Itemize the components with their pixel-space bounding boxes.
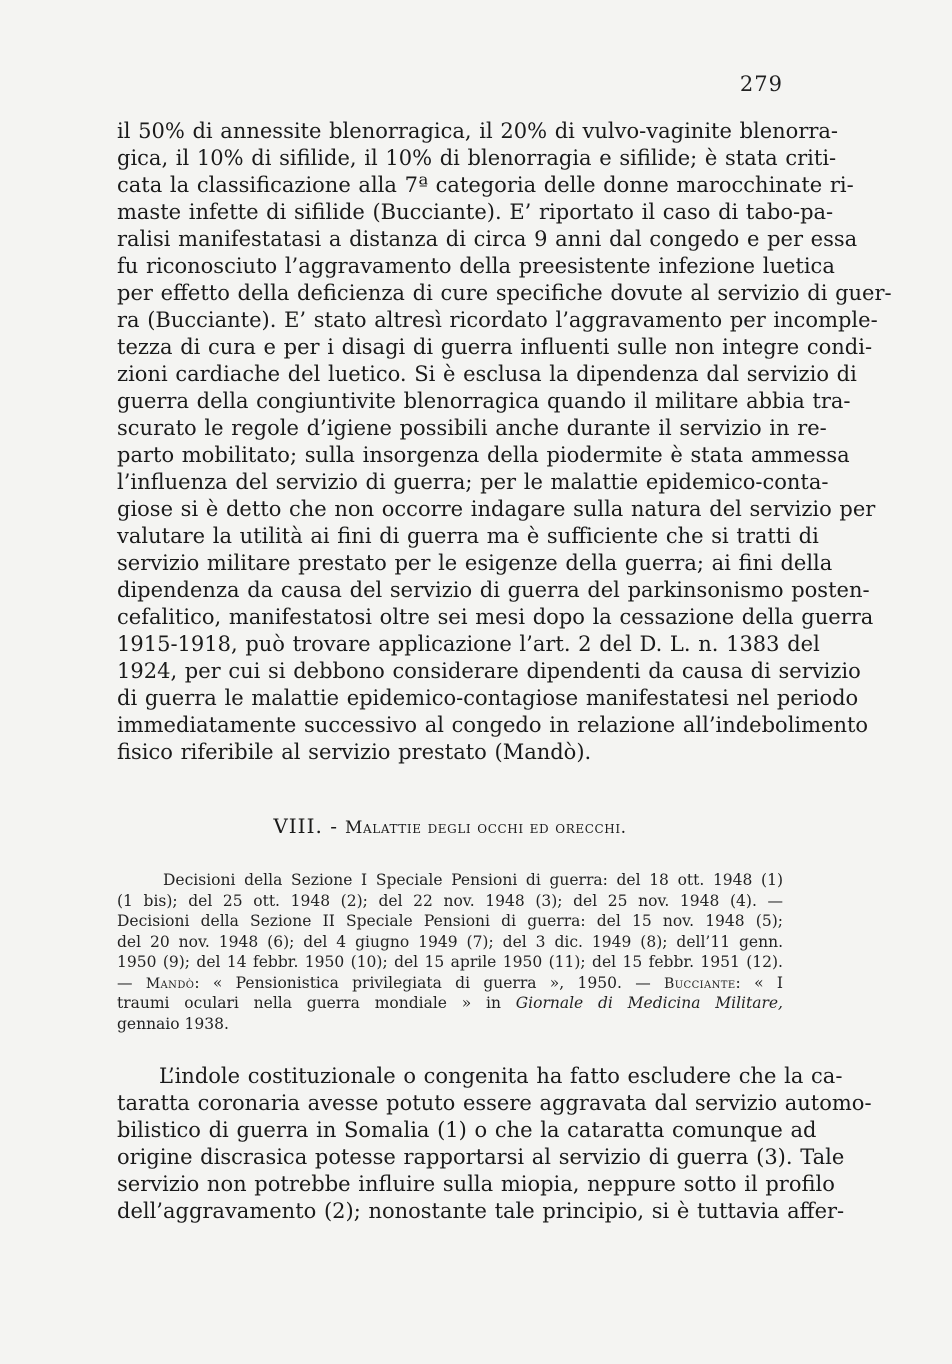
text-line: ralisi manifestatasi a distanza di circa 9 anni dal congedo e per essa (117, 227, 858, 251)
page-number: 279 (739, 72, 783, 96)
reference-dash: — (117, 973, 133, 992)
section-title: Malattie degli occhi ed orecchi. (345, 818, 627, 838)
text-line: 1915-1918, può trovare applicazione l’art. 2 del D. L. n. 1383 del (117, 632, 820, 656)
references-block (117, 870, 783, 1034)
text-line: tezza di cura e per i disagi di guerra influenti sulle non integre condi- (117, 335, 873, 359)
text-line: l’influenza del servizio di guerra; per le malattie epidemico-conta- (117, 470, 829, 494)
text-line: cefalitico, manifestatosi oltre sei mesi dopo la cessazione della guerra (117, 605, 874, 629)
section-heading (117, 814, 783, 838)
reference-author: Bucciante (664, 975, 736, 992)
text-line: giose si è detto che non occorre indagare sulla natura del servizio per (117, 497, 876, 521)
text-line: immediatamente successivo al congedo in relazione all’indebolimento (117, 713, 869, 737)
text-line: il 50% di annessite blenorragica, il 20% di vulvo-vaginite blenorra- (117, 119, 839, 143)
text-line: gica, il 10% di sifilide, il 10% di blenorragia e sifilide; è stata criti- (117, 146, 837, 170)
text-line: maste infette di sifilide (Bucciante). E’ riportato il caso di tabo-pa- (117, 200, 834, 224)
text-line: 1924, per cui si debbono considerare dipendenti da causa di servizio (117, 659, 861, 683)
text-line: fisico riferibile al servizio prestato (Mandò). (117, 740, 592, 764)
section-number: VIII. - (273, 814, 338, 838)
paragraph-pensions-venereal (117, 118, 892, 766)
text-line: dell’aggravamento (2); nonostante tale principio, si è tuttavia affer- (117, 1199, 845, 1223)
text-line: parto mobilitato; sulla insorgenza della piodermite è stata ammessa (117, 443, 850, 467)
reference-line: (1 bis); del 25 ott. 1948 (2); del 22 nov. 1948 (3); del 25 nov. 1948 (4). — (117, 891, 783, 910)
text-line: cata la classificazione alla 7ª categoria delle donne marocchinate ri- (117, 173, 854, 197)
text-line: fu riconosciuto l’aggravamento della preesistente infezione luetica (117, 254, 835, 278)
text-line: servizio non potrebbe influire sulla miopia, neppure sotto il profilo (117, 1172, 835, 1196)
text-line: dipendenza da causa del servizio di guerra del parkinsonismo posten- (117, 578, 870, 602)
reference-line: Decisioni della Sezione II Speciale Pensioni di guerra: del 15 nov. 1948 (5); (117, 912, 783, 930)
reference-journal: Giornale di Medicina Militare, (515, 994, 783, 1012)
reference-line: del 20 nov. 1948 (6); del 4 giugno 1949 (7); del 3 dic. 1949 (8); dell’11 genn. (117, 932, 783, 951)
reference-author: Mandò (145, 975, 195, 992)
text-line: ra (Bucciante). E’ stato altresì ricordato l’aggravamento per incomple- (117, 308, 878, 332)
text-line: scurato le regole d’igiene possibili anche durante il servizio in re- (117, 416, 827, 440)
text-line: guerra della congiuntivite blenorragica quando il militare abbia tra- (117, 389, 851, 413)
text-line: origine discrasica potesse rapportarsi al servizio di guerra (3). Tale (117, 1145, 845, 1169)
text-line: taratta coronaria avesse potuto essere aggravata dal servizio automo- (117, 1091, 872, 1115)
paragraph-cataract (117, 1063, 872, 1225)
reference-line: 1950 (9); del 14 febbr. 1950 (10); del 15 aprile 1950 (11); del 15 febbr. 1951 (12). (117, 953, 783, 971)
text-line: servizio militare prestato per le esigenze della guerra; ai fini della (117, 551, 833, 575)
reference-title: : « I (735, 973, 783, 992)
text-line: valutare la utilità ai fini di guerra ma è sufficiente che si tratti di (117, 524, 819, 548)
text-line: per effetto della deficienza di cure specifiche dovute al servizio di guer- (117, 281, 892, 305)
text-line: bilistico di guerra in Somalia (1) o che la cataratta comunque ad (117, 1118, 817, 1142)
text-line: L’indole costituzionale o congenita ha fatto escludere che la ca- (159, 1064, 843, 1088)
text-line: zioni cardiache del luetico. Si è esclusa la dipendenza dal servizio di (117, 362, 857, 386)
reference-title: traumi oculari nella guerra mondiale » in (117, 994, 501, 1012)
reference-title: : « Pensionistica privilegiata di guerra », 1950. — (194, 973, 651, 992)
reference-line (117, 993, 783, 1014)
reference-line: gennaio 1938. (117, 1014, 229, 1033)
text-line: di guerra le malattie epidemico-contagiose manifestatesi nel periodo (117, 686, 859, 710)
reference-line: Decisioni della Sezione I Speciale Pensioni di guerra: del 18 ott. 1948 (1) (163, 871, 783, 889)
reference-line (117, 973, 783, 994)
